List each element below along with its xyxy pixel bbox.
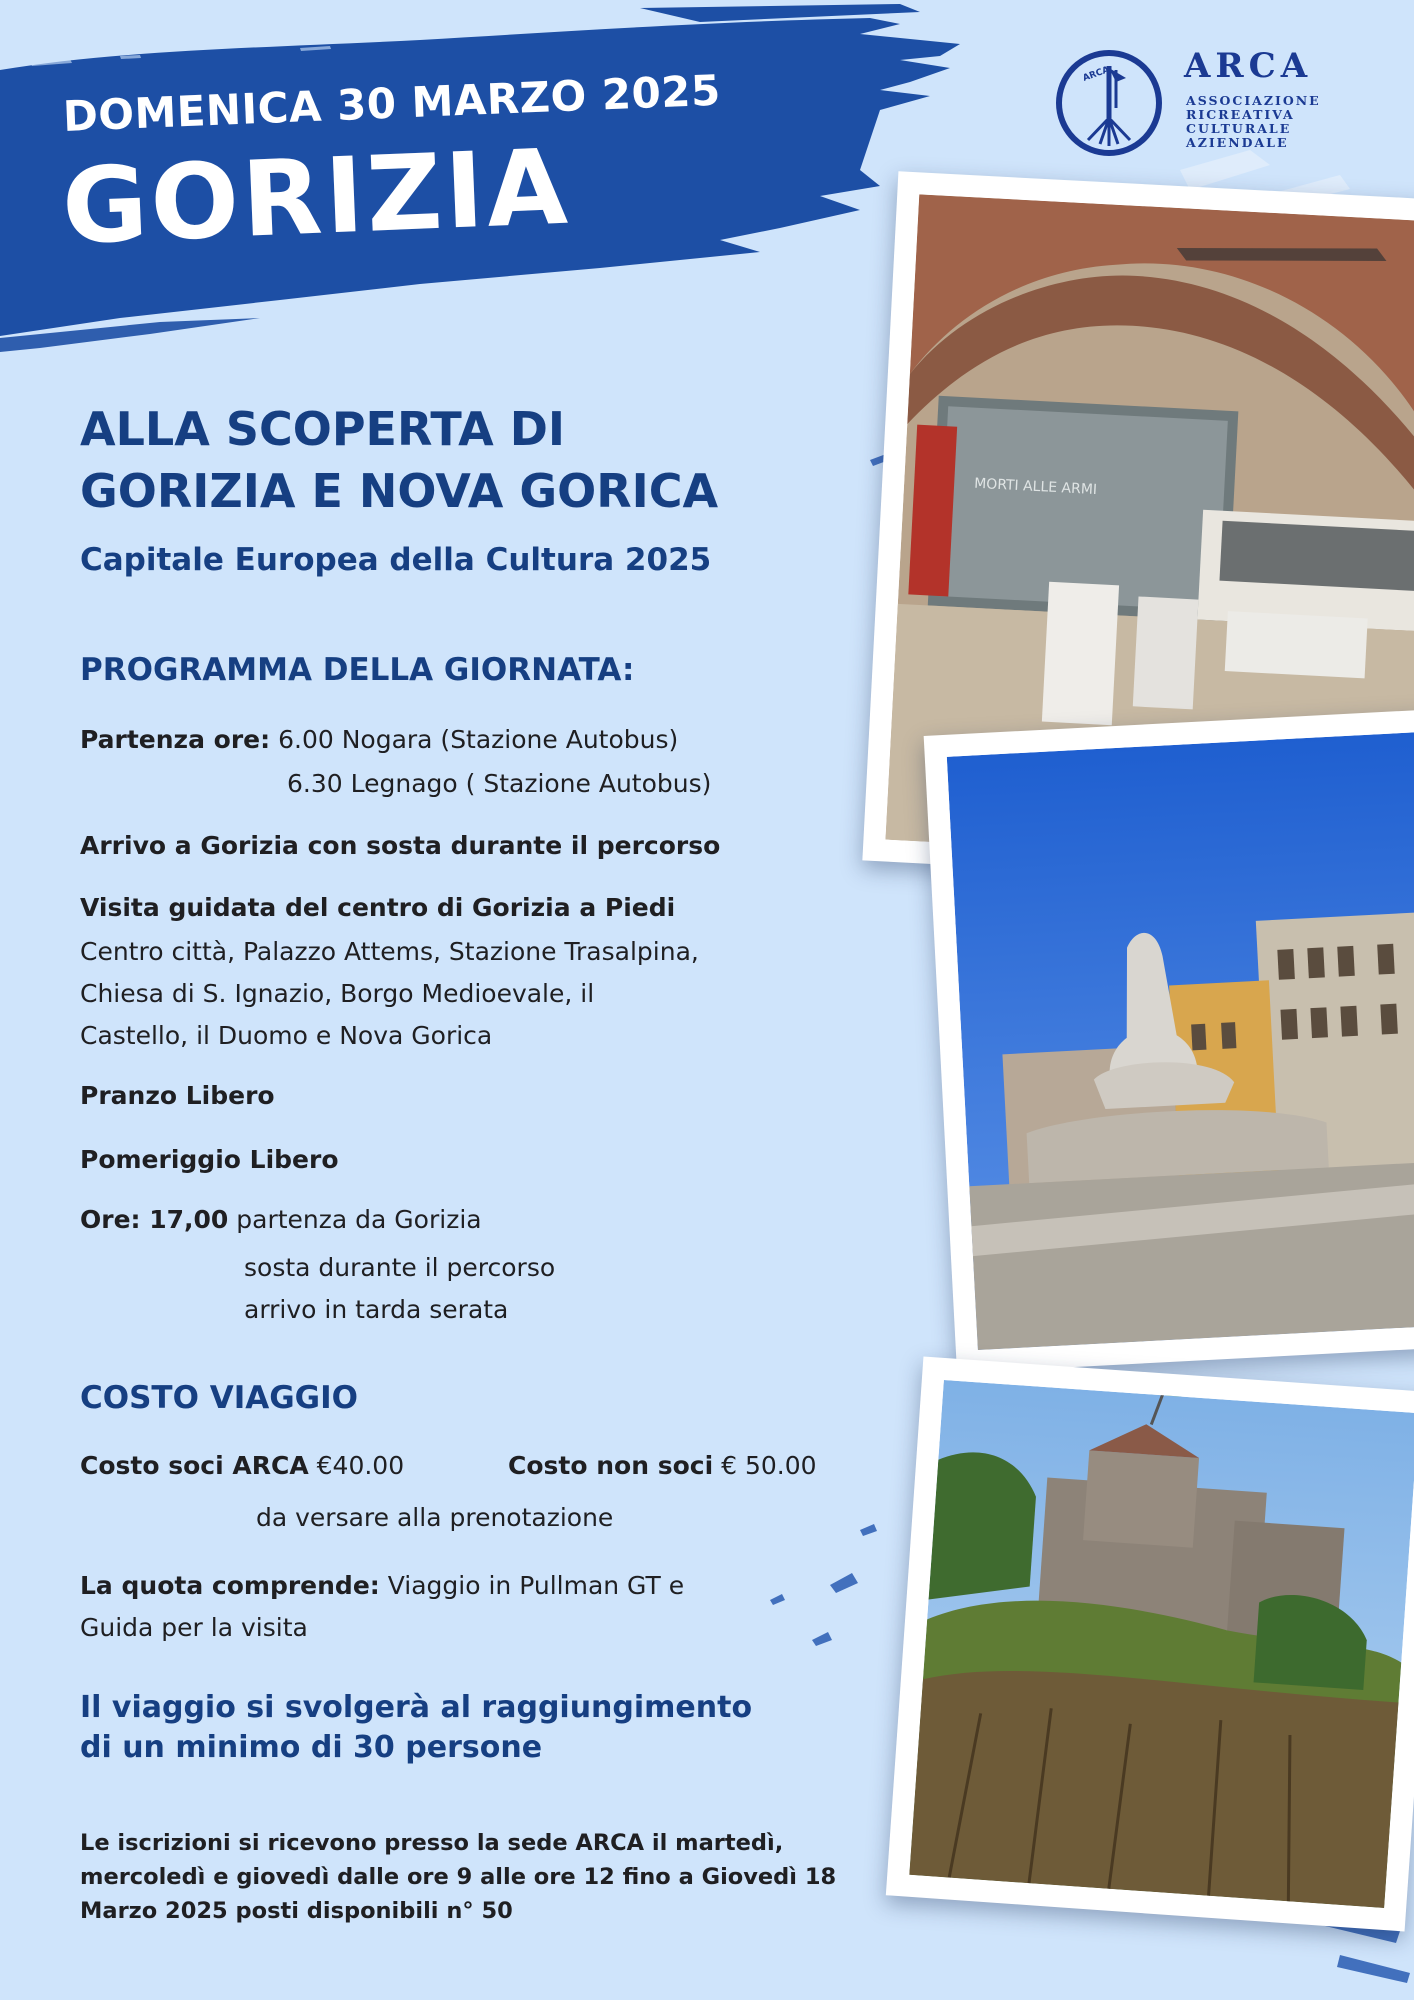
logo-subtitle-line: CULTURALE [1186,121,1292,136]
note-line-2: di un minimo di 30 persone [80,1730,543,1765]
return-line: sosta durante il percorso [244,1253,556,1282]
afternoon: Pomeriggio Libero [80,1145,339,1174]
headline [80,398,900,522]
note-line-1: Il viaggio si svolgerà al raggiungimento [80,1690,753,1725]
visit-line: Castello, il Duomo e Nova Gorica [80,1021,493,1050]
logo-name: ARCA [1184,46,1313,86]
headline-line-1: ALLA SCOPERTA DI [80,402,566,456]
departure-label: Partenza ore: [80,725,271,754]
return-line: arrivo in tarda serata [244,1295,509,1324]
event-date: DOMENICA 30 MARZO 2025 [62,65,722,141]
departure-2: 6.30 Legnago ( Stazione Autobus) [287,769,712,798]
footer-line: Marzo 2025 posti disponibili n° 50 [80,1898,513,1924]
nonmembers-cost-label: Costo non soci [508,1451,714,1480]
return-label: Ore: 17,00 [80,1205,229,1234]
event-city: GORIZIA [59,125,573,268]
arca-logo-icon [1054,48,1164,158]
departure-1: 6.00 Nogara (Stazione Autobus) [278,725,679,754]
footer-line: Le iscrizioni si ricevono presso la sede ARCA il martedì, [80,1830,784,1856]
cost-title: COSTO VIAGGIO [80,1380,359,1416]
castle-image [909,1380,1414,1908]
logo-mark-text: ARCA [1081,65,1111,84]
logo-subtitle-line: ASSOCIAZIONE [1186,93,1321,108]
registration-info [80,1826,960,1928]
headline-line-2: GORIZIA E NOVA GORICA [80,464,719,518]
members-cost-value: €40.00 [316,1451,405,1480]
visit-line: Chiesa di S. Ignazio, Borgo Medioevale, il [80,979,595,1008]
logo-subtitle-line: RICREATIVA [1186,107,1295,122]
includes-line-2: Guida per la visita [80,1613,308,1642]
visit-line: Centro città, Palazzo Attems, Stazione Trasalpina, [80,937,699,966]
logo-subtitle-line: AZIENDALE [1186,135,1289,150]
return-row [80,1200,482,1240]
nonmembers-cost [508,1446,817,1486]
fountain-image [947,732,1414,1350]
visit-title: Visita guidata del centro di Gorizia a Piedi [80,893,676,922]
logo-subtitle [1186,94,1386,150]
nonmembers-cost-value: € 50.00 [721,1451,817,1480]
payment-note: da versare alla prenotazione [256,1503,614,1532]
footer-line: mercoledì e giovedì dalle ore 9 alle ore 12 fino a Giovedì 18 [80,1864,837,1890]
photo-castle [886,1357,1414,1932]
members-cost [80,1446,404,1486]
members-cost-label: Costo soci ARCA [80,1451,309,1480]
includes-label: La quota comprende: [80,1571,380,1600]
photo-fountain-square [924,709,1414,1373]
includes-line-1: Viaggio in Pullman GT e [387,1571,685,1600]
minimum-participants-note [80,1688,880,1768]
departure-row [80,720,678,760]
arrival: Arrivo a Gorizia con sosta durante il percorso [80,831,721,860]
lunch: Pranzo Libero [80,1081,275,1110]
photo-wall-text: MORTI ALLE ARMI [973,475,1098,499]
program-title: PROGRAMMA DELLA GIORNATA: [80,652,635,688]
includes-row [80,1566,684,1606]
headline-subtitle: Capitale Europea della Cultura 2025 [80,542,712,578]
return-line: partenza da Gorizia [236,1205,482,1234]
